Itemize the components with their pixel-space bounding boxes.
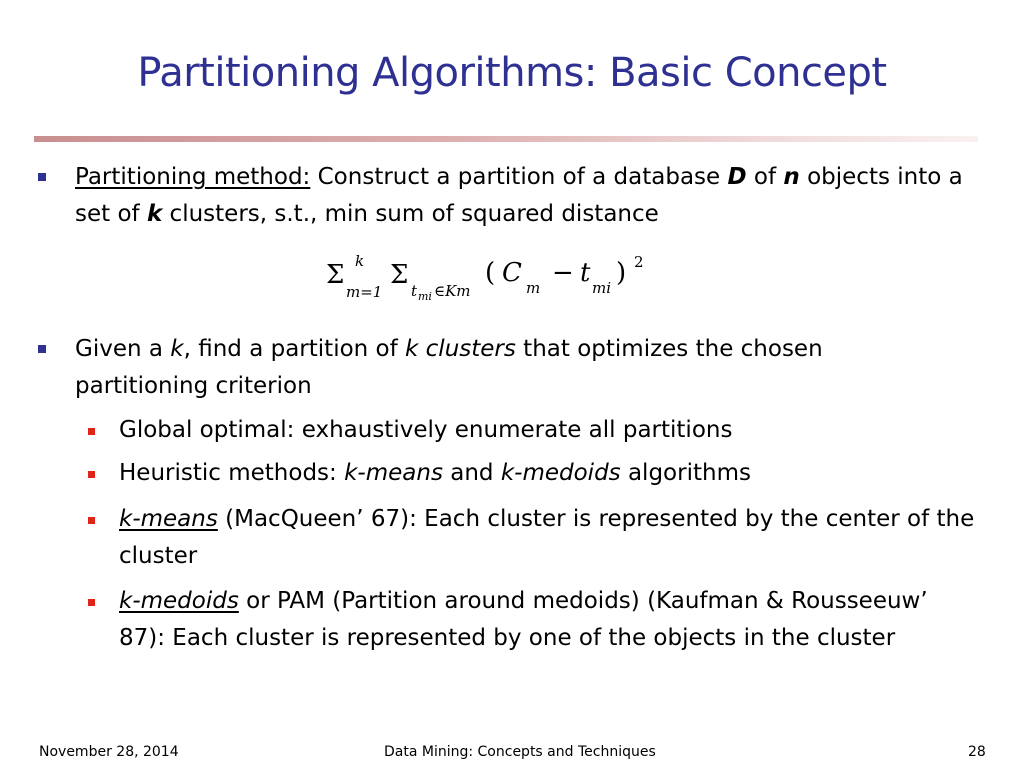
text: objects into a set of (75, 164, 963, 227)
slide-title: Partitioning Algorithms: Basic Concept (137, 50, 887, 96)
minus-sign: − (552, 258, 574, 288)
bullet-marker (38, 173, 46, 181)
sub-bullet-marker (88, 599, 95, 606)
sum-of-squared-distance-formula (322, 252, 662, 305)
var-d: D (727, 164, 747, 190)
bullet-given-k (75, 331, 915, 405)
sub-t: t (411, 282, 418, 300)
text: , find a partition of (183, 336, 406, 362)
footer-date: November 28, 2014 (39, 744, 179, 760)
sup-2: 2 (634, 253, 644, 271)
k-clusters: k clusters (405, 336, 516, 362)
var-k: k (170, 336, 184, 362)
sigma-symbol: Σ (326, 260, 345, 290)
term-k-means: k-means (119, 506, 218, 532)
var-n: n (783, 164, 800, 190)
sub-bullet-marker (88, 428, 95, 435)
text: Heuristic methods: (119, 460, 345, 486)
text: or PAM (Partition around medoids) (Kaufman & Rousseeuw’ 87): Each cluster is represented by one of the objects in the cluster (119, 588, 928, 651)
text: Given a (75, 336, 171, 362)
bullet-partitioning-method (75, 159, 975, 233)
var-k: k (146, 201, 163, 227)
close-paren: ) (616, 258, 627, 288)
bullet-marker (38, 345, 46, 353)
text: that optimizes the chosen partitioning criterion (75, 336, 823, 399)
sub-bullet-marker (88, 517, 95, 524)
sub-bullet-marker (88, 471, 95, 478)
text: clusters, s.t., min sum of squared distance (162, 201, 659, 227)
title-divider (34, 136, 978, 142)
sub-bullet-heuristic-methods (119, 455, 989, 492)
text: (MacQueen’ 67): Each cluster is represented by the center of the cluster (119, 506, 975, 569)
var-t: t (580, 258, 591, 288)
sub-mi: mi (592, 279, 612, 297)
text: of (746, 164, 784, 190)
sub-m: m (526, 279, 541, 297)
text: Construct a partition of a database (310, 164, 728, 190)
sigma-symbol: Σ (390, 260, 409, 290)
open-paren: ( (485, 258, 496, 288)
term-k-medoids: k-medoids (119, 588, 239, 614)
text: algorithms (620, 460, 751, 486)
term-partitioning-method: Partitioning method: (75, 164, 311, 190)
sub-m1: m=1 (346, 283, 383, 301)
sub-in-km: ∈Km (434, 282, 471, 300)
text: and (442, 460, 501, 486)
sup-k: k (355, 252, 365, 270)
term-k-means: k-means (344, 460, 443, 486)
footer-title: Data Mining: Concepts and Techniques (384, 744, 656, 760)
var-c: C (502, 258, 522, 288)
page-number: 28 (968, 744, 986, 760)
term-k-medoids: k-medoids (500, 460, 621, 486)
sub-mi: mi (418, 290, 432, 303)
sub-bullet-k-means (119, 501, 979, 575)
sub-bullet-global-optimal: Global optimal: exhaustively enumerate all partitions (119, 417, 733, 443)
sub-bullet-k-medoids (119, 583, 969, 657)
